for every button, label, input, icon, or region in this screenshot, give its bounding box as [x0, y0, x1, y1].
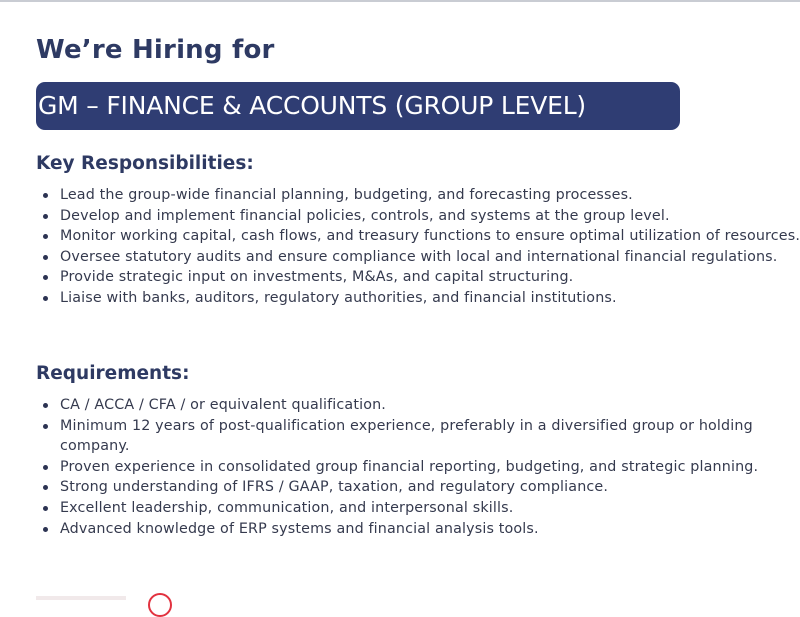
responsibilities-list [40, 185, 800, 309]
bullet-icon [43, 527, 48, 532]
logo-circle-icon [148, 593, 172, 617]
requirement-item [40, 477, 800, 498]
hiring-heading: We’re Hiring for [36, 35, 275, 65]
responsibilities-heading: Key Responsibilities: [36, 153, 254, 174]
requirement-item [40, 395, 800, 416]
requirement-text: Advanced knowledge of ERP systems and financial analysis tools. [60, 520, 539, 537]
bullet-icon [43, 255, 48, 260]
responsibility-text: Oversee statutory audits and ensure compliance with local and international financial regulations. [60, 248, 778, 265]
top-border [0, 0, 800, 2]
bullet-icon [43, 424, 48, 429]
requirement-text: CA / ACCA / CFA / or equivalent qualification. [60, 397, 387, 413]
bullet-icon [43, 193, 48, 198]
responsibility-text: Lead the group-wide financial planning, budgeting, and forecasting processes. [60, 187, 633, 203]
requirement-text: Minimum 12 years of post-qualification experience, preferably in a diversified group or holding company. [60, 417, 753, 455]
footer-fragment [36, 596, 126, 600]
bullet-icon [43, 296, 48, 301]
requirement-text: Proven experience in consolidated group financial reporting, budgeting, and strategic planning. [60, 458, 759, 475]
responsibility-item [40, 267, 800, 288]
bullet-icon [43, 485, 48, 490]
responsibility-item [40, 247, 800, 268]
requirement-text: Strong understanding of IFRS / GAAP, taxation, and regulatory compliance. [60, 479, 609, 496]
bullet-icon [43, 275, 48, 280]
role-title-banner [36, 82, 680, 130]
bullet-icon [43, 214, 48, 219]
responsibility-item [40, 185, 800, 206]
requirement-item [40, 457, 800, 478]
responsibility-text: Develop and implement financial policies, controls, and systems at the group level. [60, 207, 670, 224]
requirement-item [40, 519, 800, 540]
responsibility-text: Monitor working capital, cash flows, and treasury functions to ensure optimal utilization of resources. [60, 228, 800, 245]
responsibility-item [40, 206, 800, 227]
bullet-icon [43, 465, 48, 470]
role-title: GM – FINANCE & ACCOUNTS (GROUP LEVEL) [38, 91, 586, 120]
requirement-item [40, 416, 800, 457]
bullet-icon [43, 234, 48, 239]
responsibility-text: Provide strategic input on investments, M&As, and capital structuring. [60, 269, 574, 286]
responsibility-item [40, 226, 800, 247]
requirements-list [40, 395, 800, 539]
responsibility-item [40, 288, 800, 309]
requirements-heading: Requirements: [36, 363, 190, 384]
bullet-icon [43, 403, 48, 408]
responsibility-text: Liaise with banks, auditors, regulatory authorities, and financial institutions. [60, 289, 617, 306]
bullet-icon [43, 506, 48, 511]
requirement-text: Excellent leadership, communication, and interpersonal skills. [60, 499, 514, 516]
requirement-item [40, 498, 800, 519]
